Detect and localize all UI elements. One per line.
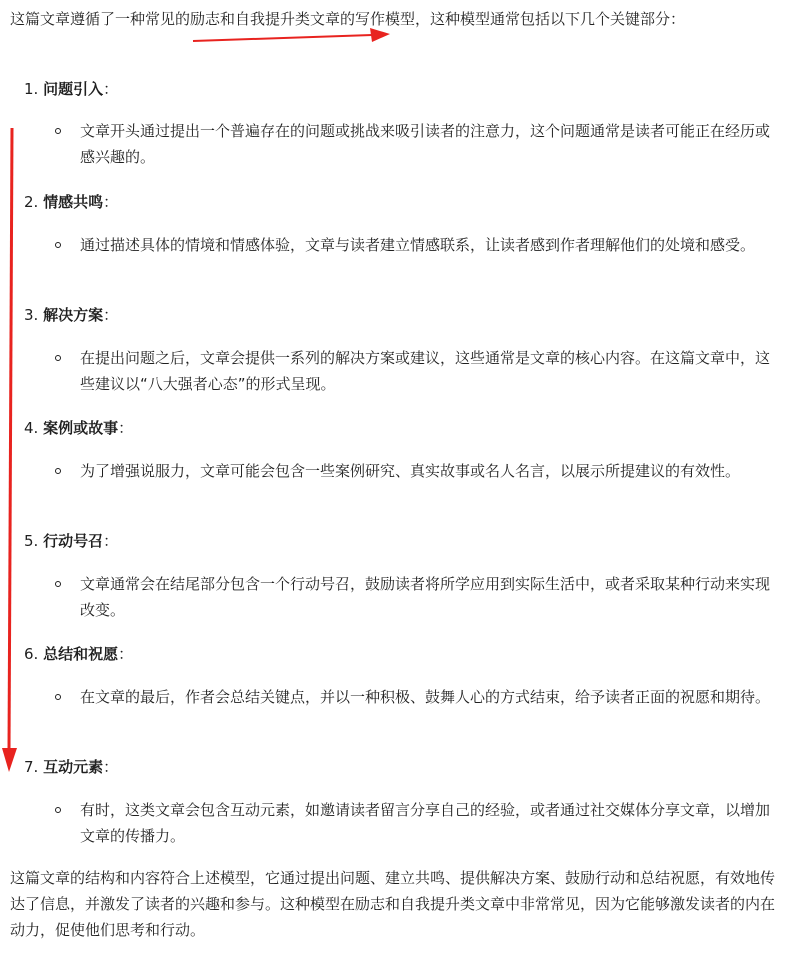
item-colon: ： bbox=[103, 80, 119, 98]
list-item-heading bbox=[24, 77, 118, 101]
bullet-text: 在提出问题之后，文章会提供一系列的解决方案或建议，这些通常是文章的核心内容。在这篇文章中，这些建议以“八大强者心态”的形式呈现。 bbox=[80, 349, 771, 393]
item-number: 4. bbox=[24, 419, 39, 437]
bullet-circle-icon bbox=[55, 355, 61, 361]
bullet-circle-icon bbox=[55, 128, 61, 134]
item-title: 行动号召 bbox=[43, 532, 104, 550]
item-number: 6. bbox=[24, 645, 39, 663]
bullet-text: 有时，这类文章会包含互动元素，如邀请读者留言分享自己的经验，或者通过社交媒体分享文章，以增加文章的传播力。 bbox=[80, 801, 771, 845]
list-item-heading bbox=[24, 190, 118, 214]
list-item-heading bbox=[24, 416, 133, 440]
vertical-arrow-shaft bbox=[9, 128, 12, 750]
item-title: 解决方案 bbox=[43, 306, 104, 324]
item-colon: ： bbox=[118, 419, 134, 437]
item-number: 2. bbox=[24, 193, 39, 211]
list-item-heading bbox=[24, 303, 118, 327]
item-title: 案例或故事 bbox=[43, 419, 119, 437]
item-title: 互动元素 bbox=[43, 758, 104, 776]
item-title: 总结和祝愿 bbox=[43, 645, 119, 663]
bullet-circle-icon bbox=[55, 807, 61, 813]
item-colon: ： bbox=[118, 645, 134, 663]
bullet-circle-icon bbox=[55, 581, 61, 587]
bullet-circle-icon bbox=[55, 694, 61, 700]
bullet-circle-icon bbox=[55, 468, 61, 474]
bullet-text: 文章开头通过提出一个普遍存在的问题或挑战来吸引读者的注意力，这个问题通常是读者可能正在经历或感兴趣的。 bbox=[80, 122, 771, 166]
item-colon: ： bbox=[103, 758, 119, 776]
conclusion-paragraph: 这篇文章的结构和内容符合上述模型，它通过提出问题、建立共鸣、提供解决方案、鼓励行动和总结祝愿，有效地传达了信息，并激发了读者的兴趣和参与。这种模型在励志和自我提升类文章中非常常见，因为它能够激发读者的内在动力，促使他们思考和行动。 bbox=[10, 869, 776, 939]
list-item-heading bbox=[24, 642, 133, 666]
item-number: 5. bbox=[24, 532, 39, 550]
item-title: 问题引入 bbox=[43, 80, 104, 98]
item-colon: ： bbox=[103, 532, 119, 550]
list-item-heading bbox=[24, 529, 118, 553]
bullet-text: 在文章的最后，作者会总结关键点，并以一种积极、鼓舞人心的方式结束，给予读者正面的祝愿和期待。 bbox=[80, 688, 771, 706]
horizontal-arrow-shaft bbox=[193, 35, 372, 41]
intro-paragraph: 这篇文章遵循了一种常见的励志和自我提升类文章的写作模型，这种模型通常包括以下几个关键部分： bbox=[10, 10, 686, 28]
item-title: 情感共鸣 bbox=[43, 193, 104, 211]
item-number: 1. bbox=[24, 80, 39, 98]
item-colon: ： bbox=[103, 193, 119, 211]
bullet-circle-icon bbox=[55, 242, 61, 248]
list-item-heading bbox=[24, 755, 118, 779]
bullet-text: 文章通常会在结尾部分包含一个行动号召，鼓励读者将所学应用到实际生活中，或者采取某种行动来实现改变。 bbox=[80, 575, 771, 619]
bullet-text: 通过描述具体的情境和情感体验，文章与读者建立情感联系，让读者感到作者理解他们的处境和感受。 bbox=[80, 236, 756, 254]
vertical-arrow-head bbox=[2, 748, 17, 772]
item-colon: ： bbox=[103, 306, 119, 324]
bullet-text: 为了增强说服力，文章可能会包含一些案例研究、真实故事或名人名言，以展示所提建议的有效性。 bbox=[80, 462, 741, 480]
item-number: 7. bbox=[24, 758, 39, 776]
item-number: 3. bbox=[24, 306, 39, 324]
